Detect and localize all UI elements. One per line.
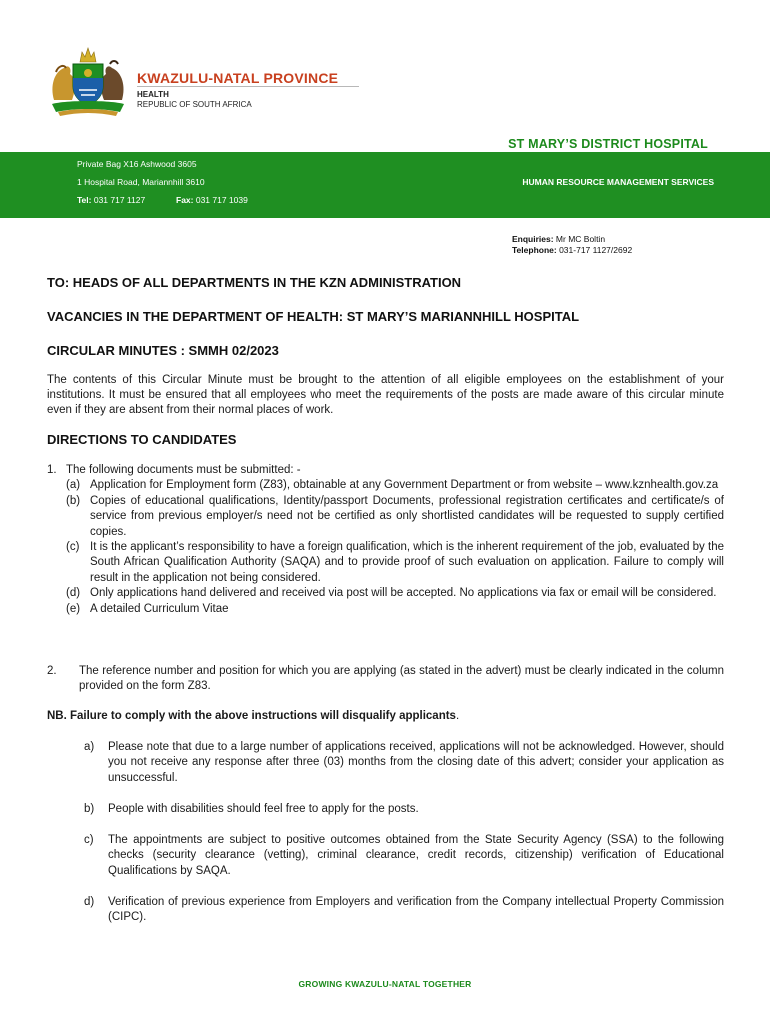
nb-item-text: Please note that due to a large number of applications received, applications will not be acknowledged. However, should you not receive any response after three (03) months from the closing date of this advert; consider your application as unsuccessful. xyxy=(108,741,724,784)
physical-address: 1 Hospital Road, Mariannhill 3610 xyxy=(77,177,205,187)
postal-address: Private Bag X16 Ashwood 3605 xyxy=(77,159,197,169)
list-item xyxy=(47,463,724,478)
coat-of-arms-logo xyxy=(46,42,130,118)
enquiries-label: Enquiries: xyxy=(512,234,554,244)
nb-text: NB. Failure to comply with the above instructions will disqualify applicants xyxy=(47,710,456,722)
list-subitem xyxy=(66,478,724,493)
nb-item xyxy=(84,802,724,817)
enquiries-value: Mr MC Boltin xyxy=(553,234,606,244)
list-subitem xyxy=(66,602,724,617)
subitem-text: Application for Employment form (Z83), obtainable at any Government Department or from website – www.kznhealth.gov.za xyxy=(90,479,719,492)
list-number: 2. xyxy=(47,665,57,677)
directions-heading: DIRECTIONS TO CANDIDATES xyxy=(47,432,237,447)
nb-item-text: The appointments are subject to positive outcomes obtained from the State Security Agency (SSA) to the following checks (security clearance (vetting), criminal clearance, credit records, citizenship) verification of Educational Qualifications by SAQA. xyxy=(108,834,724,877)
subitem-label: (d) xyxy=(66,587,81,600)
list-subitem xyxy=(66,494,724,540)
nb-item-text: People with disabilities should feel free to apply for the posts. xyxy=(108,803,419,815)
telephone-label: Tel: xyxy=(77,195,92,205)
hospital-title: ST MARY’S DISTRICT HOSPITAL xyxy=(508,137,708,151)
nb-item-text: Verification of previous experience from Employers and verification from the Company intellectual Property Commission (CIPC). xyxy=(108,896,724,924)
fax xyxy=(176,195,248,205)
addressee-heading: TO: HEADS OF ALL DEPARTMENTS IN THE KZN ADMINISTRATION xyxy=(47,275,462,290)
nb-item xyxy=(84,740,724,786)
nb-item xyxy=(84,833,724,879)
subitem-label: (e) xyxy=(66,602,81,615)
nb-item xyxy=(84,895,724,926)
circular-heading: CIRCULAR MINUTES : SMMH 02/2023 xyxy=(47,343,279,358)
documents-list xyxy=(47,463,724,617)
nb-period: . xyxy=(455,710,460,722)
enquiries-telephone-value: 031-717 1127/2692 xyxy=(556,245,633,255)
list-item xyxy=(47,664,724,695)
nb-item-label: a) xyxy=(84,741,95,753)
republic-name: REPUBLIC OF SOUTH AFRICA xyxy=(137,100,252,109)
nb-item-label: d) xyxy=(84,896,95,908)
list-subitem xyxy=(66,586,724,601)
nb-item-label: b) xyxy=(84,803,95,815)
subitem-text: A detailed Curriculum Vitae xyxy=(90,602,229,615)
department-name: HEALTH xyxy=(137,90,169,99)
fax-value: 031 717 1039 xyxy=(193,195,248,205)
vacancies-heading: VACANCIES IN THE DEPARTMENT OF HEALTH: ST MARY’S MARIANNHILL HOSPITAL xyxy=(47,309,580,324)
subitem-label: (a) xyxy=(66,479,81,492)
list-number: 1. xyxy=(47,464,57,476)
nb-item-label: c) xyxy=(84,834,94,846)
subitem-label: (c) xyxy=(66,541,80,554)
list-text: The following documents must be submitted: - xyxy=(66,464,301,476)
nb-warning xyxy=(47,710,459,722)
list-text: The reference number and position for which you are applying (as stated in the advert) must be clearly indicated in the column provided on the form Z83. xyxy=(79,665,724,693)
footer-slogan: GROWING KWAZULU-NATAL TOGETHER xyxy=(298,979,472,989)
unit-name: HUMAN RESOURCE MANAGEMENT SERVICES xyxy=(522,177,714,187)
enquiries-telephone-label: Telephone: xyxy=(512,245,557,255)
telephone xyxy=(77,195,145,205)
enquiries-block xyxy=(512,234,632,256)
telephone-value: 031 717 1127 xyxy=(91,195,146,205)
subitem-text: Only applications hand delivered and received via post will be accepted. No applications via fax or email will be considered. xyxy=(90,587,717,600)
fax-label: Fax: xyxy=(176,195,194,205)
list-subitem xyxy=(66,540,724,586)
subitem-label: (b) xyxy=(66,494,81,507)
subitem-text: Copies of educational qualifications, Identity/passport Documents, professional registration certificates and certificate/s of service from previous employer/s need not be certified as only shortlisted candidates will be requested to supply certified copies. xyxy=(90,494,724,538)
province-divider xyxy=(137,86,359,87)
intro-paragraph: The contents of this Circular Minute must be brought to the attention of all eligible employees on the establishment of your institutions. It must be ensured that all employees who meet the requirements of the posts are made aware of this circular minute even if they are absent from their normal places of work. xyxy=(47,374,724,416)
contact-band xyxy=(0,152,770,218)
province-name: KWAZULU-NATAL PROVINCE xyxy=(137,70,339,86)
subitem-text: It is the applicant’s responsibility to have a foreign qualification, which is the inherent requirement of the job, evaluated by the South African Qualification Authority (SAQA) and to provide proof of such evaluation on application. Failure to comply will result in the application not being considered. xyxy=(90,541,724,584)
